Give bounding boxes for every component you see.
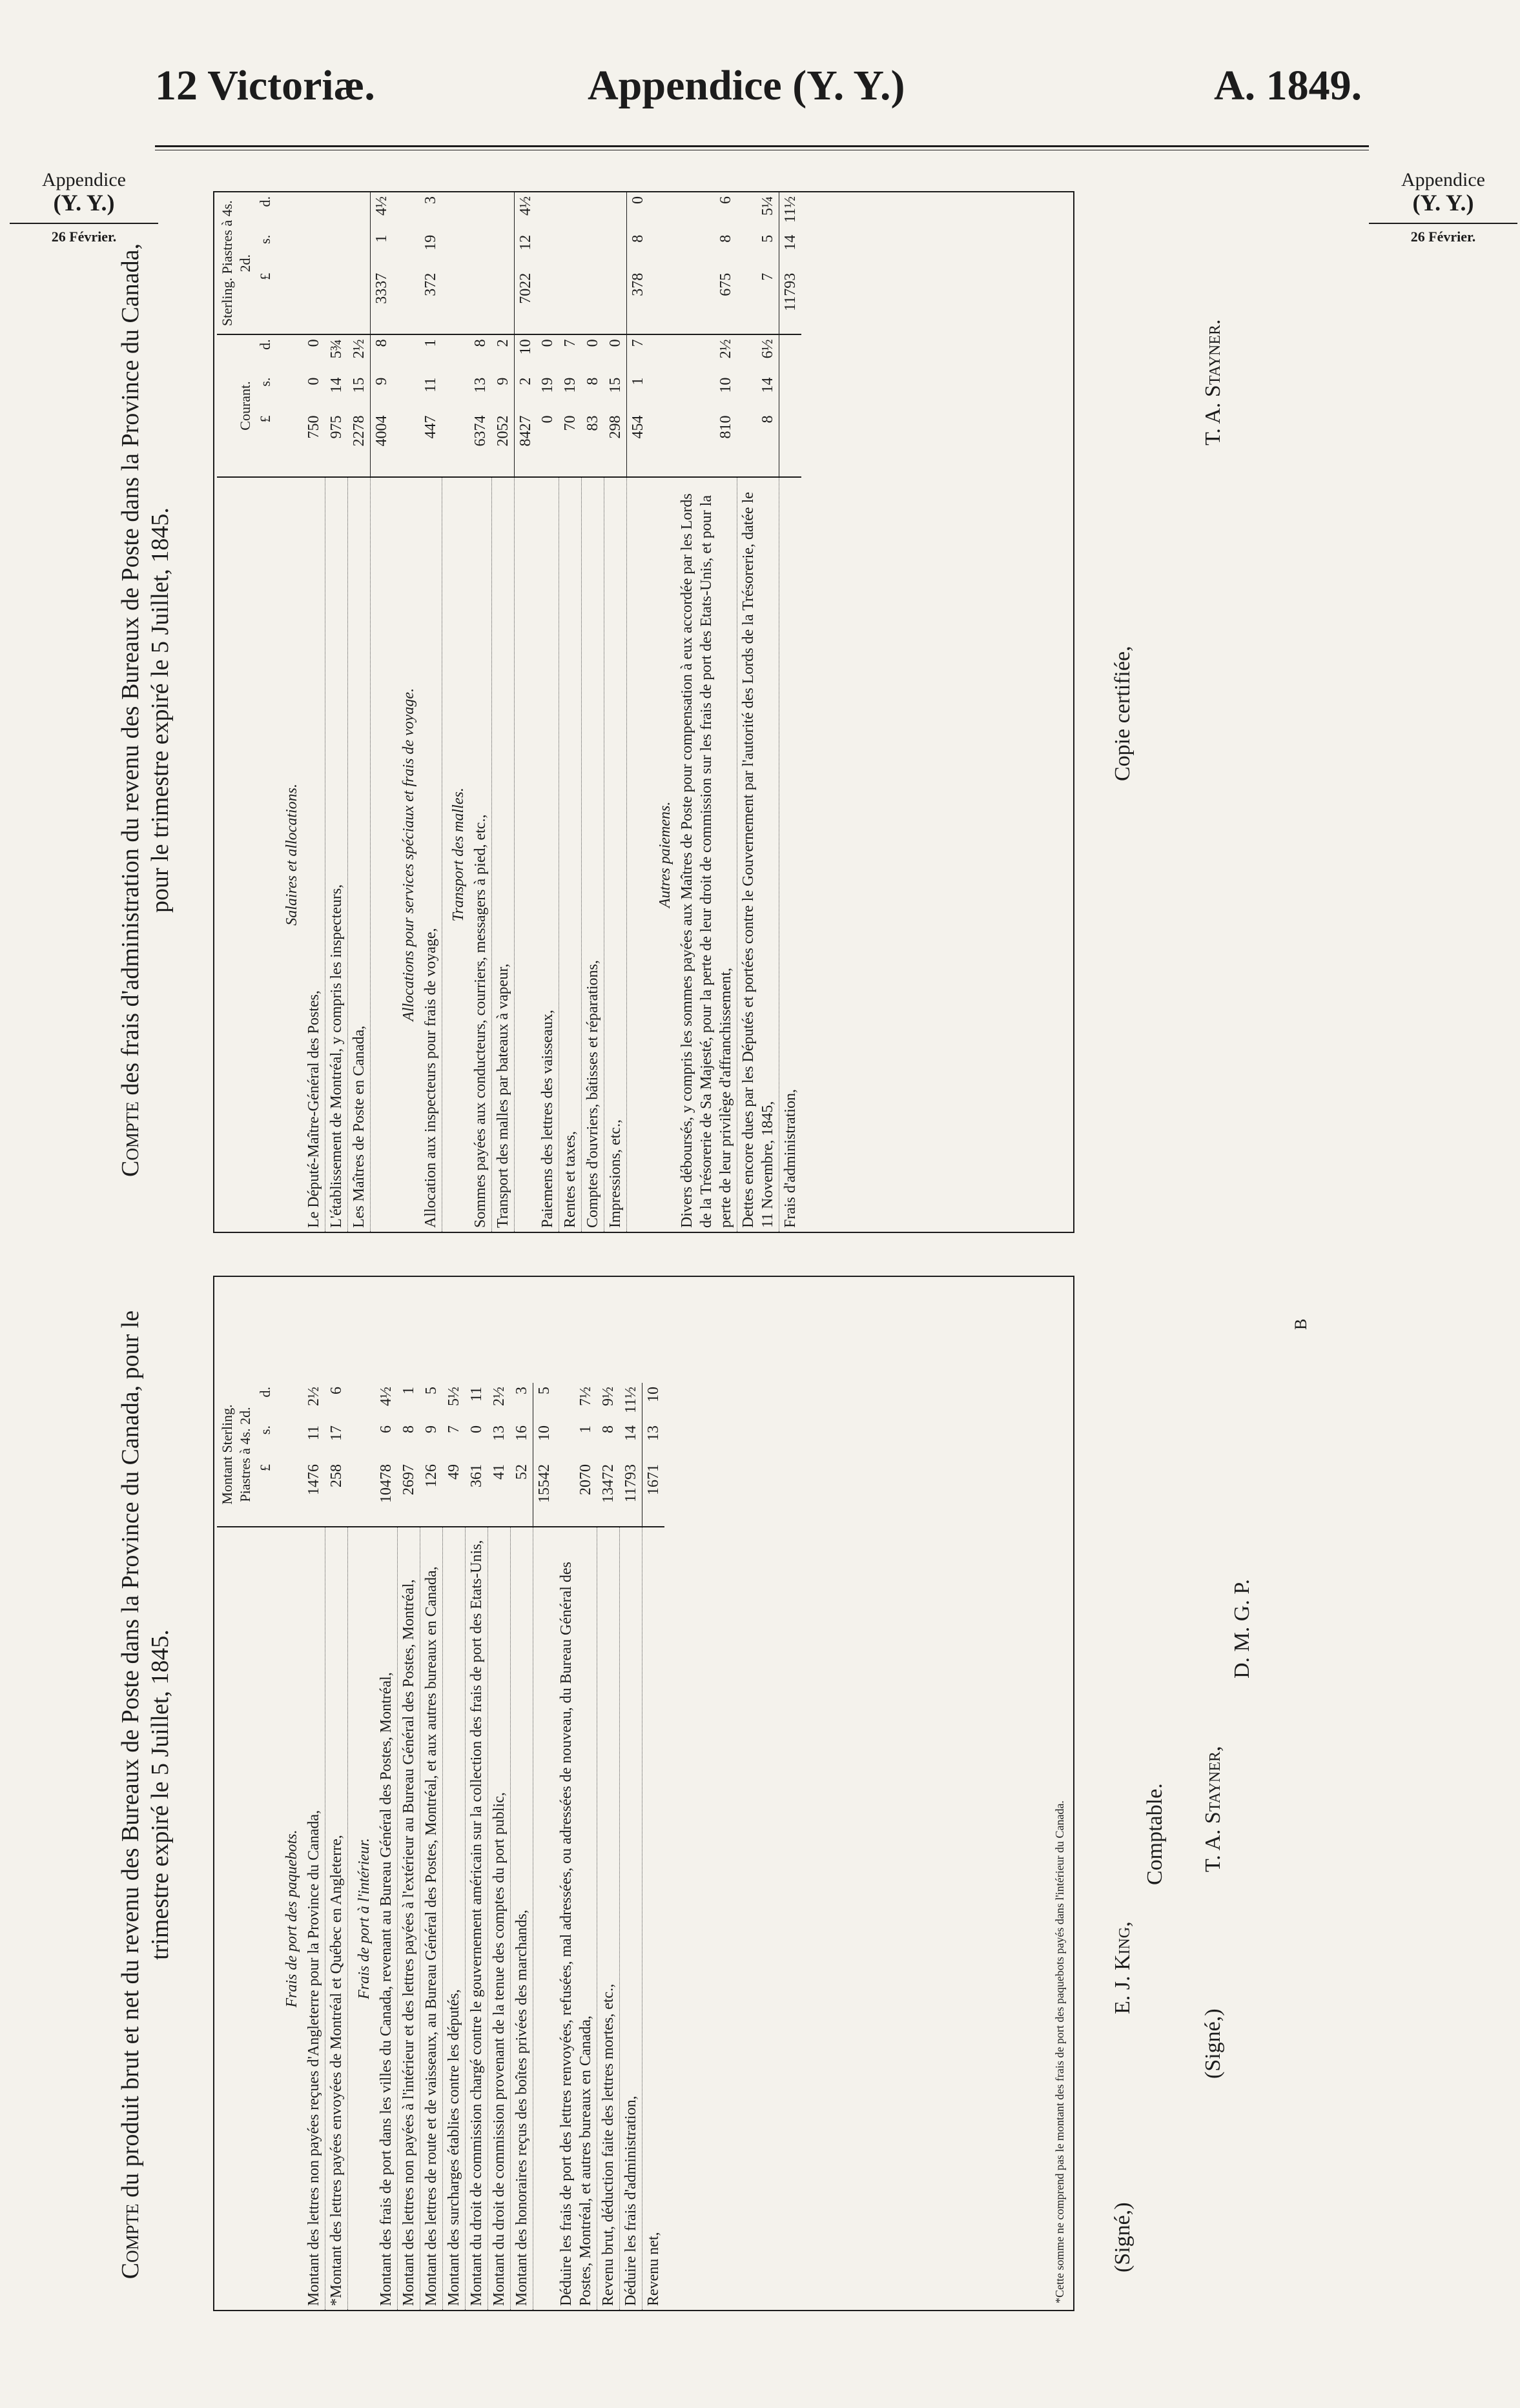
unit-pence: d. xyxy=(257,339,273,350)
table-row xyxy=(442,1383,465,2310)
desc-header xyxy=(217,1527,255,2310)
row-description xyxy=(370,477,393,1232)
row-value-cl: 0 xyxy=(537,412,559,477)
table-row xyxy=(488,1383,510,2310)
row-value-cs: 14 xyxy=(759,377,776,393)
row-description: Frais d'administration, xyxy=(781,1089,799,1228)
row-description: Autres paiemens. xyxy=(656,801,673,908)
section-heading-row xyxy=(276,1383,303,2310)
row-value-l: 10478 xyxy=(375,1460,398,1527)
row-value-sl xyxy=(649,269,676,335)
row-description: *Montant des lettres payées envoyées de Montréal et Québec en Angleterre, xyxy=(325,1527,347,2310)
row-value-sd xyxy=(604,192,626,231)
row-value-sl: 675 xyxy=(676,269,737,335)
row-value-s: 8 xyxy=(400,1425,417,1433)
subtotal-row xyxy=(626,192,649,1232)
row-description: Salaires et allocations. xyxy=(283,783,300,926)
row-value-cd xyxy=(393,334,420,373)
row-value-sl xyxy=(303,269,325,335)
row-value-d: 7½ xyxy=(577,1387,594,1406)
row-value-cd xyxy=(442,334,469,373)
row-value-sl: 7 xyxy=(737,269,779,335)
row-value-d: 9½ xyxy=(600,1387,617,1406)
row-description: Le Député-Maître-Général des Postes, xyxy=(303,477,325,1232)
row-value-cd xyxy=(649,334,676,373)
subtotal-row xyxy=(533,1383,555,2310)
row-value-d xyxy=(347,1383,375,1422)
gross-net-table xyxy=(217,1383,664,2310)
row-value-sd xyxy=(393,192,420,231)
row-description: Revenu net, xyxy=(644,2232,662,2306)
table-row xyxy=(469,192,492,1232)
row-value-l: 126 xyxy=(420,1460,442,1527)
row-value-sd: 4½ xyxy=(514,192,537,231)
row-value-cs: 9 xyxy=(494,377,511,385)
table-row xyxy=(325,192,347,1232)
row-value-ss xyxy=(581,231,604,269)
table-row xyxy=(397,1383,420,2310)
header-year: A. 1849. xyxy=(1214,62,1362,109)
row-value-cs: 1 xyxy=(626,374,649,412)
row-value-cl: 8 xyxy=(737,412,779,477)
row-description: Frais de port à l'intérieur. xyxy=(355,1838,373,1999)
row-value-ss xyxy=(649,231,676,269)
row-value-cl xyxy=(649,412,676,477)
unit-shillings: s. xyxy=(257,1425,273,1435)
rotated-body xyxy=(103,187,1343,2324)
row-value-cs xyxy=(393,374,420,412)
row-value-cl: 2278 xyxy=(347,412,370,477)
row-description: Montant du droit de commission provenant de la tenue des comptes du port public, xyxy=(488,1527,510,2310)
row-value-ss xyxy=(347,231,370,269)
table-row xyxy=(676,192,737,1232)
row-value-d: 3 xyxy=(513,1387,530,1394)
table-row xyxy=(465,1383,488,2310)
courant-header: Courant. xyxy=(217,334,255,476)
subtotal-row xyxy=(370,192,393,1232)
row-value-cs: 15 xyxy=(350,377,367,393)
row-value-sd xyxy=(347,192,370,231)
row-value-sd: 4½ xyxy=(370,192,393,231)
row-value-s: 10 xyxy=(533,1422,555,1460)
row-value-s: 17 xyxy=(328,1425,345,1441)
row-value-s: 0 xyxy=(468,1425,485,1433)
row-value-sd xyxy=(491,192,514,231)
table-row xyxy=(420,192,442,1232)
signature-stayner xyxy=(1201,1746,1226,1872)
row-value-l: 15542 xyxy=(533,1460,555,1527)
signature-king xyxy=(1111,1921,1135,2014)
row-value-cd xyxy=(779,334,801,373)
row-description: Montant des lettres non payées reçues d'Angleterre pour la Province du Canada, xyxy=(303,1527,325,2310)
header-session: 12 Victoriæ. xyxy=(155,62,375,109)
table-row xyxy=(325,1383,347,2310)
row-value-cl: 4004 xyxy=(370,412,393,477)
row-value-ss: 12 xyxy=(514,231,537,269)
section-heading-row xyxy=(442,192,469,1232)
title-lead: Compte xyxy=(117,2203,144,2280)
row-value-cd: 0 xyxy=(584,339,601,347)
row-value-cd: 6½ xyxy=(759,339,776,359)
row-value-cd: 2 xyxy=(494,339,511,347)
certified-copy: Copie certifiée, xyxy=(1111,646,1135,781)
row-value-l: 2697 xyxy=(397,1460,420,1527)
table-row xyxy=(555,1383,597,2310)
row-value-s: 13 xyxy=(491,1425,508,1441)
row-description xyxy=(514,477,537,1232)
row-description xyxy=(626,477,649,1232)
row-value-s: 7 xyxy=(446,1425,462,1433)
row-value-cs xyxy=(276,374,303,412)
row-value-sd xyxy=(325,192,347,231)
subtotal-row xyxy=(642,1383,664,2310)
row-value-s xyxy=(276,1422,303,1460)
row-value-cl xyxy=(393,412,420,477)
row-value-ss xyxy=(303,231,325,269)
row-description: Montant des lettres non payées à l'intérieur et des lettres payées à l'extérieur au Bureau Général des Postes, Montréal, xyxy=(397,1527,420,2310)
side-note-code: (Y. Y.) xyxy=(1412,190,1474,216)
side-note-label: Appendice xyxy=(1401,169,1485,190)
row-description: Montant des honoraires reçus des boîtes privées des marchands, xyxy=(510,1527,533,2310)
row-value-cl: 2052 xyxy=(491,412,514,477)
row-value-ss xyxy=(276,231,303,269)
section-heading-row xyxy=(347,1383,375,2310)
table-row xyxy=(581,192,604,1232)
row-value-l: 1476 xyxy=(303,1460,325,1527)
row-value-sl: 378 xyxy=(626,269,649,335)
section-heading-row xyxy=(393,192,420,1232)
row-value-s: 13 xyxy=(642,1422,664,1460)
row-value-d: 6 xyxy=(328,1387,345,1394)
row-value-sd xyxy=(537,192,559,231)
row-value-sd xyxy=(276,192,303,231)
king-name: E. J. King, xyxy=(1111,1921,1135,2014)
row-description: Les Maîtres de Poste en Canada, xyxy=(347,477,370,1232)
title-text: du produit brut et net du revenu des Bureaux de Poste dans la Province du Canada, pour le trimestre expiré le 5 Juillet, 1845. xyxy=(117,1310,174,2198)
row-value-cs: 9 xyxy=(370,374,393,412)
row-value-s: 9 xyxy=(423,1425,440,1433)
row-value-cl: 8427 xyxy=(514,412,537,477)
table-row xyxy=(559,192,581,1232)
row-value-ss xyxy=(604,231,626,269)
row-value-sd xyxy=(581,192,604,231)
row-value-ss: 8 xyxy=(626,231,649,269)
row-description: Frais de port des paquebots. xyxy=(283,1830,300,2008)
row-description: L'établissement de Montréal, y compris les inspecteurs, xyxy=(325,477,347,1232)
table-row xyxy=(303,192,325,1232)
row-description: Montant du droit de commission chargé contre le gouvernement américain sur la collection des frais de port des Etats-Unis, xyxy=(465,1527,488,2310)
row-value-sl: 7022 xyxy=(514,269,537,335)
row-description: Déduire les frais de port des lettres renvoyées, refusées, mal adressées, ou adressées de nouveau, du Bureau Général des Postes, Montréal, et autres bureaux en Canada, xyxy=(555,1527,597,2310)
row-value-cl: 6374 xyxy=(469,412,492,477)
row-value-sl xyxy=(469,269,492,335)
row-value-sd xyxy=(559,192,581,231)
row-value-cl xyxy=(442,412,469,477)
row-value-ss xyxy=(469,231,492,269)
row-value-cs: 0 xyxy=(305,377,322,385)
side-note-code: (Y. Y.) xyxy=(53,190,115,216)
row-description: Allocations pour services spéciaux et frais de voyage. xyxy=(400,688,417,1021)
row-value-ss xyxy=(537,231,559,269)
table-row xyxy=(510,1383,533,2310)
row-value-sl xyxy=(347,269,370,335)
unit-pounds: £ xyxy=(255,412,276,477)
row-description: Impressions, etc., xyxy=(604,477,626,1232)
certified-signature xyxy=(1201,319,1226,445)
row-value-sl xyxy=(442,269,469,335)
admin-cost-account xyxy=(103,187,1343,1233)
row-value-sd: 5¼ xyxy=(759,196,776,216)
row-value-l xyxy=(276,1460,303,1527)
row-value-d xyxy=(276,1383,303,1422)
row-description: Rentes et taxes, xyxy=(559,477,581,1232)
unit-shillings: s. xyxy=(257,234,273,244)
row-value-ss xyxy=(393,231,420,269)
row-value-cs: 8 xyxy=(584,377,601,385)
row-value-cd: 0 xyxy=(539,339,556,347)
row-value-sd xyxy=(442,192,469,231)
stayner-name: T. A. Stayner, xyxy=(1201,1746,1225,1872)
row-value-d: 2½ xyxy=(491,1387,508,1406)
row-value-ss xyxy=(559,231,581,269)
row-value-s: 11 xyxy=(305,1425,322,1441)
page-mark: B xyxy=(1291,1318,1310,1330)
row-value-s: 14 xyxy=(622,1425,639,1441)
row-value-sd xyxy=(303,192,325,231)
table-row xyxy=(491,192,514,1232)
desc-subheader xyxy=(255,1527,276,2310)
desc-header xyxy=(217,477,255,1232)
row-description xyxy=(533,1527,555,2310)
row-value-cl: 447 xyxy=(420,412,442,477)
sterling-header: Sterling. Piastres à 4s. 2d. xyxy=(217,192,255,334)
table-row xyxy=(604,192,626,1232)
table-row xyxy=(375,1383,398,2310)
row-description: Sommes payées aux conducteurs, courriers, messagers à pied, etc., xyxy=(469,477,492,1232)
gross-net-account xyxy=(103,1265,1343,2324)
row-value-d: 1 xyxy=(400,1387,417,1394)
row-value-d: 5½ xyxy=(446,1387,462,1406)
table-row xyxy=(420,1383,442,2310)
admin-cost-table xyxy=(217,192,801,1232)
row-value-cd: 1 xyxy=(422,339,439,347)
row-value-cd: 8 xyxy=(370,334,393,373)
admin-cost-frame xyxy=(213,191,1074,1233)
row-value-l: 1671 xyxy=(642,1460,664,1527)
row-description: Revenu brut, déduction faite des lettres mortes, etc., xyxy=(597,1527,619,2310)
header-appendix: Appendice (Y. Y.) xyxy=(588,62,905,109)
row-value-l: 258 xyxy=(325,1460,347,1527)
row-description: Transport des malles par bateaux à vapeur, xyxy=(491,477,514,1232)
row-value-sd: 6 xyxy=(717,196,734,204)
row-value-cs: 19 xyxy=(562,377,579,393)
row-value-cd: 7 xyxy=(562,339,579,347)
side-note-right xyxy=(1369,169,1517,245)
row-description: Paiemens des lettres des vaisseaux, xyxy=(537,477,559,1232)
footnote: *Cette somme ne comprend pas le montant des frais de port des paquebots payés dans l'intérieur du Canada. xyxy=(1053,1800,1066,2303)
unit-pence: d. xyxy=(257,1387,273,1398)
title-text: des frais d'administration du revenu des Bureaux de Poste dans la Province du Canada, pour le trimestre expiré le 5 Juillet, 1845. xyxy=(117,243,174,1096)
row-value-sl xyxy=(581,269,604,335)
row-value-sl xyxy=(325,269,347,335)
row-value-cs: 2 xyxy=(514,374,537,412)
row-value-l: 2070 xyxy=(555,1460,597,1527)
row-value-s: 16 xyxy=(513,1425,530,1441)
row-description: Divers déboursés, y compris les sommes payées aux Maîtres de Poste pour compensation à eux accordée par les Lords de la Trésorerie de Sa Majesté, pour la perte de leur droit de commission sur les frais de port des Etats-Unis, et pour la perte de leur privilège d'affranchissement, xyxy=(676,477,737,1232)
row-value-cl: 83 xyxy=(581,412,604,477)
row-value-sl: 11793 xyxy=(779,269,801,335)
row-description: Montant des surcharges établies contre les députés, xyxy=(442,1527,465,2310)
row-value-d: 4½ xyxy=(378,1387,395,1406)
row-value-cd xyxy=(276,334,303,373)
row-value-cl: 810 xyxy=(676,412,737,477)
row-value-cs xyxy=(779,374,801,412)
row-value-cd: 0 xyxy=(305,339,322,347)
row-description: Dettes encore dues par les Députés et portées contre le Gouvernement par l'autorité des Lords de la Trésorerie, datée le 11 Novembre, 1845, xyxy=(737,477,779,1232)
row-description: Allocation aux inspecteurs pour frais de voyage, xyxy=(420,477,442,1232)
row-value-sd xyxy=(469,192,492,231)
row-value-cs: 11 xyxy=(422,377,439,393)
row-value-cd: 8 xyxy=(472,339,489,347)
row-value-cl: 975 xyxy=(325,412,347,477)
row-value-d: 5 xyxy=(533,1383,555,1422)
row-value-cs: 15 xyxy=(606,377,624,393)
row-value-cl: 750 xyxy=(303,412,325,477)
row-value-ss: 19 xyxy=(422,234,439,250)
row-value-l: 41 xyxy=(488,1460,510,1527)
row-value-sd: 3 xyxy=(422,196,439,204)
copie-name: T. A. Stayner. xyxy=(1201,319,1225,445)
table-row xyxy=(537,192,559,1232)
row-value-l: 11793 xyxy=(619,1460,642,1527)
gross-net-title xyxy=(116,1304,175,2285)
section-heading-row xyxy=(649,192,676,1232)
side-note-label: Appendice xyxy=(42,169,126,190)
subtotal-row xyxy=(779,192,801,1232)
row-value-ss: 8 xyxy=(717,234,734,243)
unit-pence: d. xyxy=(257,196,273,207)
row-value-d: 11½ xyxy=(622,1387,639,1414)
row-value-cs: 13 xyxy=(472,377,489,393)
unit-pounds: £ xyxy=(255,1460,276,1527)
row-value-cd: 7 xyxy=(626,334,649,373)
row-value-sl xyxy=(276,269,303,335)
row-value-ss: 1 xyxy=(370,231,393,269)
row-value-ss xyxy=(442,231,469,269)
row-value-d: 10 xyxy=(642,1383,664,1422)
row-value-ss: 5 xyxy=(759,234,776,243)
unit-pounds: £ xyxy=(255,269,276,335)
row-value-cd: 0 xyxy=(606,339,624,347)
row-value-sl: 372 xyxy=(420,269,442,335)
gross-net-rows xyxy=(276,1383,664,2310)
subtotal-row xyxy=(514,192,537,1232)
signature-king-title: Comptable. xyxy=(1143,1783,1167,1885)
title-lead: Compte xyxy=(117,1101,144,1177)
table-row xyxy=(303,1383,325,2310)
row-value-sl xyxy=(393,269,420,335)
row-value-cs xyxy=(649,374,676,412)
sterling-header: Montant Sterling. Piastres à 4s. 2d. xyxy=(217,1383,255,1527)
unit-shillings: s. xyxy=(257,377,273,387)
row-value-cd: 2½ xyxy=(350,339,367,359)
row-value-cd: 2½ xyxy=(717,339,734,359)
side-note-date: 26 Février. xyxy=(10,223,158,245)
row-value-sd: 11½ xyxy=(779,192,801,231)
header-rule xyxy=(155,145,1369,147)
signature-stayner-title: D. M. G. P. xyxy=(1230,1579,1254,1678)
row-description: Transport des malles. xyxy=(449,788,467,922)
gross-net-frame xyxy=(213,1276,1074,2311)
table-row xyxy=(347,192,370,1232)
row-value-d: 2½ xyxy=(305,1387,322,1406)
row-value-cl: 454 xyxy=(626,412,649,477)
row-value-s: 6 xyxy=(378,1425,395,1433)
row-value-sl xyxy=(491,269,514,335)
signature-signe-2: (Signé,) xyxy=(1201,2008,1225,2079)
row-value-ss: 14 xyxy=(779,231,801,269)
row-value-sl xyxy=(559,269,581,335)
row-value-s xyxy=(347,1422,375,1460)
row-value-l xyxy=(347,1460,375,1527)
section-heading-row xyxy=(276,192,303,1232)
side-note-date: 26 Février. xyxy=(1369,223,1517,245)
row-value-l: 49 xyxy=(442,1460,465,1527)
row-value-sl: 3337 xyxy=(370,269,393,335)
row-value-cl xyxy=(276,412,303,477)
signature-signe-1: (Signé,) xyxy=(1111,2202,1135,2272)
row-value-s: 1 xyxy=(577,1425,594,1433)
row-value-sl xyxy=(604,269,626,335)
row-value-s: 8 xyxy=(600,1425,617,1433)
row-value-cd: 5¾ xyxy=(328,339,345,359)
row-value-cs xyxy=(442,374,469,412)
row-value-cs: 19 xyxy=(539,377,556,393)
row-value-l: 13472 xyxy=(597,1460,619,1527)
table-row xyxy=(597,1383,619,2310)
row-value-d: 11 xyxy=(468,1387,485,1402)
table-row xyxy=(619,1383,642,2310)
row-value-sl xyxy=(537,269,559,335)
admin-cost-title xyxy=(116,226,175,1194)
row-value-ss xyxy=(491,231,514,269)
row-value-cl xyxy=(779,412,801,477)
row-value-cl: 298 xyxy=(604,412,626,477)
row-value-sd xyxy=(649,192,676,231)
desc-subheader xyxy=(255,477,276,1232)
row-description: Déduire les frais d'administration, xyxy=(619,1527,642,2310)
row-value-l: 52 xyxy=(510,1460,533,1527)
row-description: Montant des frais de port dans les villes du Canada, revenant au Bureau Général des Postes, Montréal, xyxy=(375,1527,398,2310)
row-value-l: 361 xyxy=(465,1460,488,1527)
admin-cost-rows xyxy=(276,192,801,1232)
row-value-d: 5 xyxy=(423,1387,440,1394)
row-value-cs: 10 xyxy=(717,377,734,393)
row-description: Comptes d'ouvriers, bâtisses et réparations, xyxy=(581,477,604,1232)
row-value-cd: 10 xyxy=(514,334,537,373)
row-value-cl: 70 xyxy=(559,412,581,477)
row-description: Montant des lettres de route et de vaisseaux, au Bureau Général des Postes, Montréal, et aux autres bureaux en Canada, xyxy=(420,1527,442,2310)
table-row xyxy=(737,192,779,1232)
row-value-sd: 0 xyxy=(626,192,649,231)
row-value-cs: 14 xyxy=(328,377,345,393)
row-value-ss xyxy=(325,231,347,269)
